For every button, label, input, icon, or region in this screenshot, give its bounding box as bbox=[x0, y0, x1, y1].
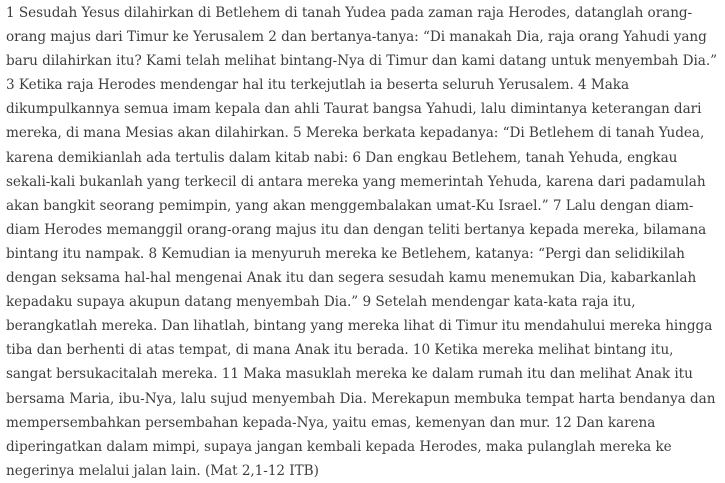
scripture-passage: 1 Sesudah Yesus dilahirkan di Betlehem di tanah Yudea pada zaman raja Herodes, datanglah orang-orang majus dari Timur ke Yerusalem 2 dan bertanya-tanya: “Di manakah Dia, raja orang Yahudi yang baru dilahirkan itu? Kami telah melihat bintang-Nya di Timur dan kami datang untuk menyembah Dia.” 3 Ketika raja Herodes mendengar hal itu terkejutlah ia beserta seluruh Yerusalem. 4 Maka dikumpulkannya semua imam kepala dan ahli Taurat bangsa Yahudi, lalu dimintanya keterangan dari mereka, di mana Mesias akan dilahirkan. 5 Mereka berkata kepadanya: “Di Betlehem di tanah Yudea, karena demikianlah ada tertulis dalam kitab nabi: 6 Dan engkau Betlehem, tanah Yehuda, engkau sekali-kali bukanlah yang terkecil di antara mereka yang memerintah Yehuda, karena dari padamulah akan bangkit seorang pemimpin, yang akan menggembalakan umat-Ku Israel.” 7 Lalu dengan diam-diam Herodes memanggil orang-orang majus itu dan dengan teliti bertanya kepada mereka, bilamana bintang itu nampak. 8 Kemudian ia menyuruh mereka ke Betlehem, katanya: “Pergi dan selidikilah dengan seksama hal-hal mengenai Anak itu dan segera sesudah kamu menemukan Dia, kabarkanlah kepadaku supaya akupun datang menyembah Dia.” 9 Setelah mendengar kata-kata raja itu, berangkatlah mereka. Dan lihatlah, bintang yang mereka lihat di Timur itu mendahului mereka hingga tiba dan berhenti di atas tempat, di mana Anak itu berada. 10 Ketika mereka melihat bintang itu, sangat bersukacitalah mereka. 11 Maka masuklah mereka ke dalam rumah itu dan melihat Anak itu bersama Maria, ibu-Nya, lalu sujud menyembah Dia. Merekapun membuka tempat harta bendanya dan mempersembahkan persembahan kepada-Nya, yaitu emas, kemenyan dan mur. 12 Dan karena diperingatkan dalam mimpi, supaya jangan kembali kepada Herodes, maka pulanglah mereka ke negerinya melalui jalan lain. (Mat 2,1-12 ITB) bbox=[6, 5, 718, 479]
